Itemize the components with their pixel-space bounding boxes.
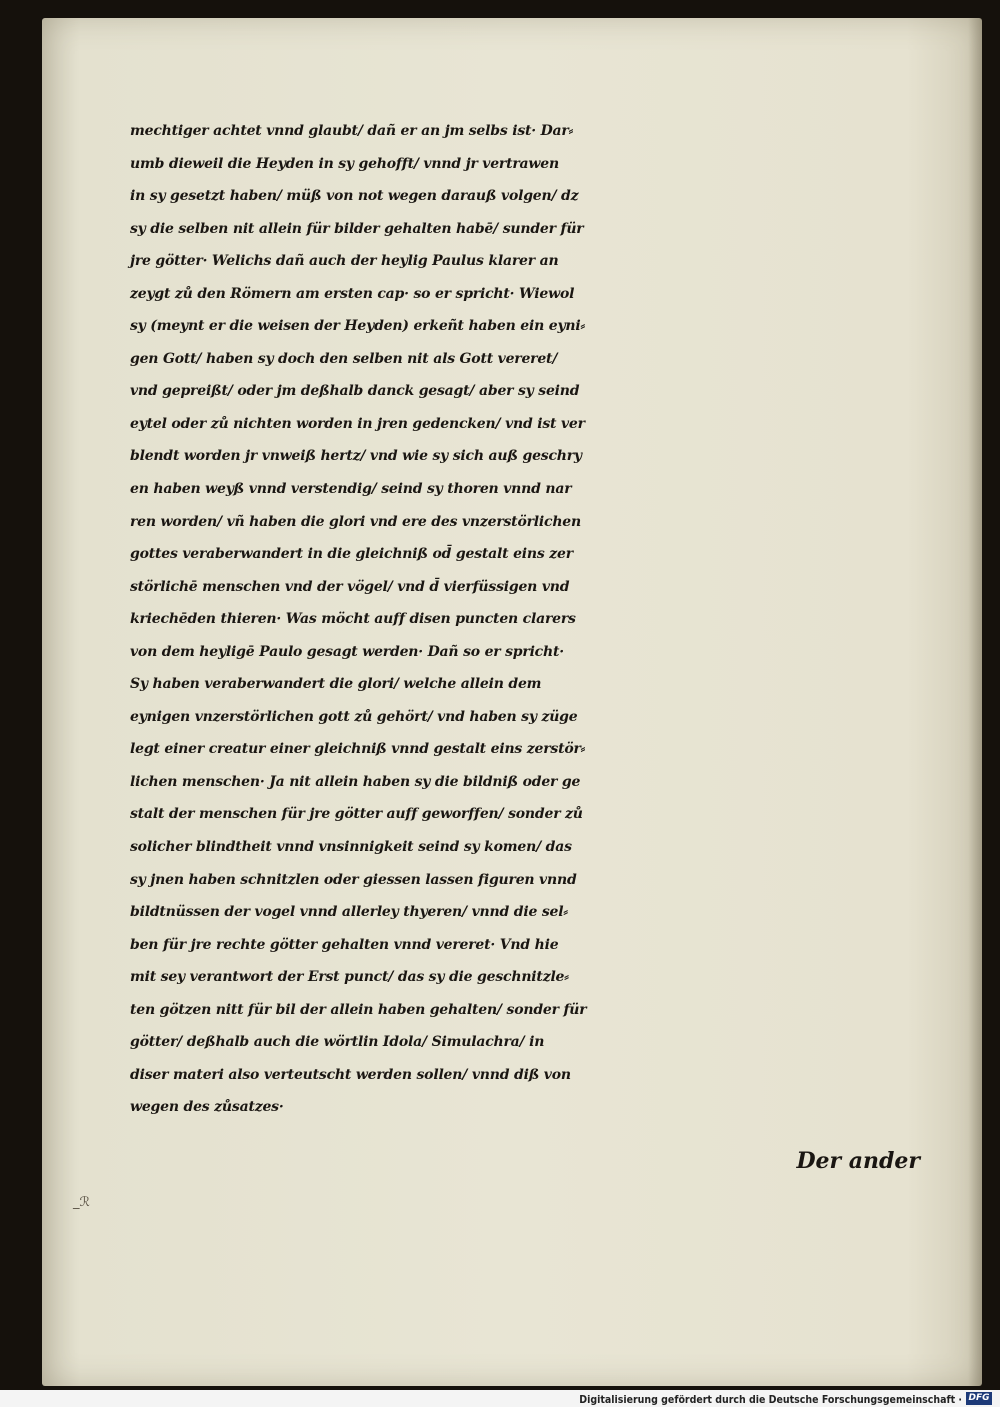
text-line: ren worden/ vñ haben die glori vnd ere des vnzerstörlichen bbox=[130, 513, 581, 530]
signature-mark: _ℛ bbox=[73, 1195, 90, 1210]
dfg-logo-icon: DFG bbox=[966, 1392, 992, 1405]
text-line: en haben weyß vnnd verstendig/ seind sy thoren vnnd nar bbox=[130, 481, 572, 498]
text-line: bildtnüssen der vogel vnnd allerley thyeren/ vnnd die sel⸗ bbox=[130, 904, 568, 921]
text-line: stalt der menschen für jre götter auff geworffen/ sonder zů bbox=[130, 806, 583, 823]
text-line: sy jnen haben schnitzlen oder giessen lassen figuren vnnd bbox=[130, 871, 577, 888]
text-line: ten götzen nitt für bil der allein haben gehalten/ sonder für bbox=[130, 1001, 587, 1018]
text-line: zeygt zů den Römern am ersten cap· so er spricht· Wiewol bbox=[130, 285, 575, 302]
text-line: eytel oder zů nichten worden in jren gedencken/ vnd ist ver bbox=[130, 415, 585, 432]
text-line: gen Gott/ haben sy doch den selben nit als Gott vereret/ bbox=[130, 350, 558, 367]
text-line: götter/ deßhalb auch die wörtlin Idola/ Simulachra/ in bbox=[130, 1034, 545, 1051]
text-line: sy die selben nit allein für bilder gehalten habē/ sunder für bbox=[130, 220, 584, 237]
text-line: mechtiger achtet vnnd glaubt/ dañ er an jm selbs ist· Dar⸗ bbox=[130, 123, 574, 139]
text-line: in sy gesetzt haben/ müß von not wegen darauß volgen/ dz bbox=[130, 188, 579, 205]
text-line: sy (meynt er die weisen der Heyden) erkeñt haben ein eyni⸗ bbox=[130, 318, 585, 335]
page-edge-shadow bbox=[968, 18, 982, 1386]
text-line: störlichē menschen vnd der vögel/ vnd d̄ vierfüssigen vnd bbox=[130, 578, 570, 595]
text-line: vnd gepreißt/ oder jm deßhalb danck gesagt/ aber sy seind bbox=[130, 383, 580, 400]
text-line: umb dieweil die Heyden in sy gehofft/ vnnd jr vertrawen bbox=[130, 155, 559, 172]
text-line: eynigen vnzerstörlichen gott zů gehört/ vnd haben sy züge bbox=[130, 708, 578, 725]
text-block bbox=[130, 115, 920, 1124]
text-line: lichen menschen· Ja nit allein haben sy die bildniß oder ge bbox=[130, 773, 581, 790]
text-line: wegen des zůsatzes· bbox=[130, 1099, 284, 1116]
text-line: diser materi also verteutscht werden sollen/ vnnd diß von bbox=[130, 1066, 571, 1083]
text-line: gottes veraberwandert in die gleichniß od̄ gestalt eins zer bbox=[130, 546, 573, 563]
text-line: Sy haben veraberwandert die glori/ welche allein dem bbox=[130, 676, 542, 693]
text-line: kriechēden thieren· Was möcht auff disen puncten clarers bbox=[130, 611, 576, 628]
text-line: mit sey verantwort der Erst punct/ das sy die geschnitzle⸗ bbox=[130, 969, 569, 986]
text-line: von dem heyligē Paulo gesagt werden· Dañ so er spricht· bbox=[130, 643, 564, 660]
footer-bar bbox=[0, 1390, 1000, 1407]
text-line: solicher blindtheit vnnd vnsinnigkeit seind sy komen/ das bbox=[130, 839, 572, 856]
text-line: jre götter· Welichs dañ auch der heylig Paulus klarer an bbox=[130, 253, 559, 270]
catchword: Der ander bbox=[796, 1148, 920, 1174]
text-line: ben für jre rechte götter gehalten vnnd vereret· Vnd hie bbox=[130, 936, 559, 953]
text-line: legt einer creatur einer gleichniß vnnd gestalt eins zerstör⸗ bbox=[130, 741, 586, 758]
text-line: blendt worden jr vnweiß hertz/ vnd wie sy sich auß geschry bbox=[130, 448, 582, 465]
footer-credit: Digitalisierung gefördert durch die Deutsche Forschungsgemeinschaft · bbox=[579, 1394, 962, 1406]
